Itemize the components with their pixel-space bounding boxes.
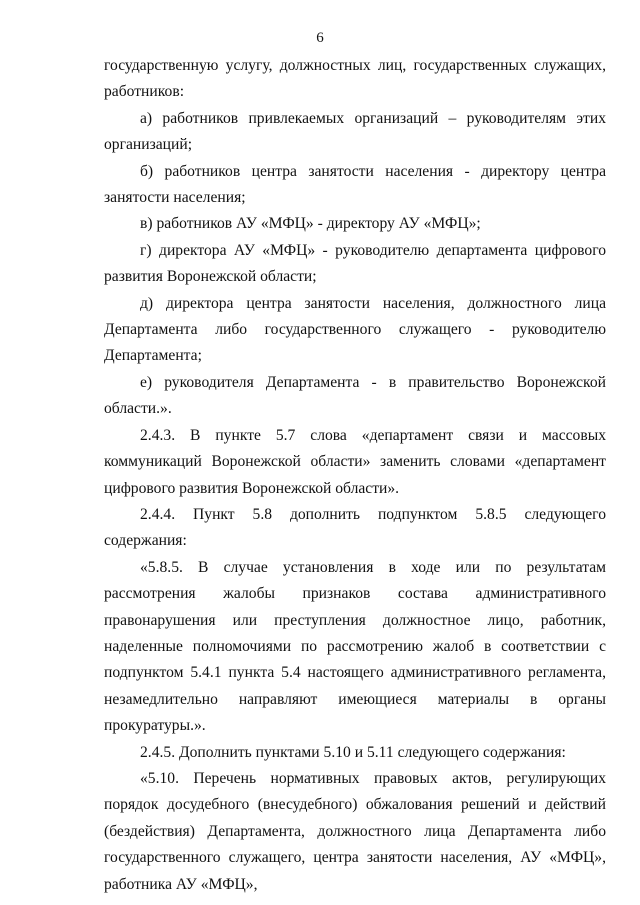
paragraph-2-4-5: 2.4.5. Дополнить пунктами 5.10 и 5.11 следующего содержания: <box>140 743 566 761</box>
paragraph-continuation: государственную услугу, должностных лиц, государственных служащих, работников: <box>104 57 606 101</box>
paragraph-2-4-4: 2.4.4. Пункт 5.8 дополнить подпунктом 5.8.5 следующего содержания: <box>104 505 606 550</box>
paragraph-5-8-5: «5.8.5. В случае установления в ходе или по результатам рассмотрения жалобы признаков состава административного правонарушения или преступления должностное лицо, работник, наделенные полномочиями по рассмотрению жалоб в соответствии с подпунктом 5.4.1 пункта 5.4 настоящего административного регламента, незамедлительно направляют имеющиеся материалы в органы прокуратуры.». <box>104 558 606 735</box>
paragraph-item-d: д) директора центра занятости населения, должностного лица Департамента либо государственного служащего - руководителю Департамента; <box>104 294 606 365</box>
document-body <box>104 53 606 898</box>
paragraph-2-4-3: 2.4.3. В пункте 5.7 слова «департамент связи и массовых коммуникаций Воронежской области» заменить словами «департамент цифрового развития Воронежской области». <box>104 426 606 497</box>
paragraph-item-b: б) работников центра занятости населения - директору центра занятости населения; <box>104 162 606 207</box>
paragraph-item-v: в) работников АУ «МФЦ» - директору АУ «МФЦ»; <box>140 215 481 233</box>
paragraph-item-e: е) руководителя Департамента - в правительство Воронежской области.». <box>104 373 606 418</box>
page-number: 6 <box>316 30 324 46</box>
paragraph-5-10: «5.10. Перечень нормативных правовых актов, регулирующих порядок досудебного (внесудебного) обжалования решений и действий (бездействия) Департамента, должностного лица Департамента либо государственного служащего, центра занятости населения, АУ «МФЦ», работника АУ «МФЦ», <box>104 769 606 893</box>
paragraph-item-a: а) работников привлекаемых организаций – руководителям этих организаций; <box>104 109 606 154</box>
paragraph-item-g: г) директора АУ «МФЦ» - руководителю департамента цифрового развития Воронежской области; <box>104 241 606 286</box>
